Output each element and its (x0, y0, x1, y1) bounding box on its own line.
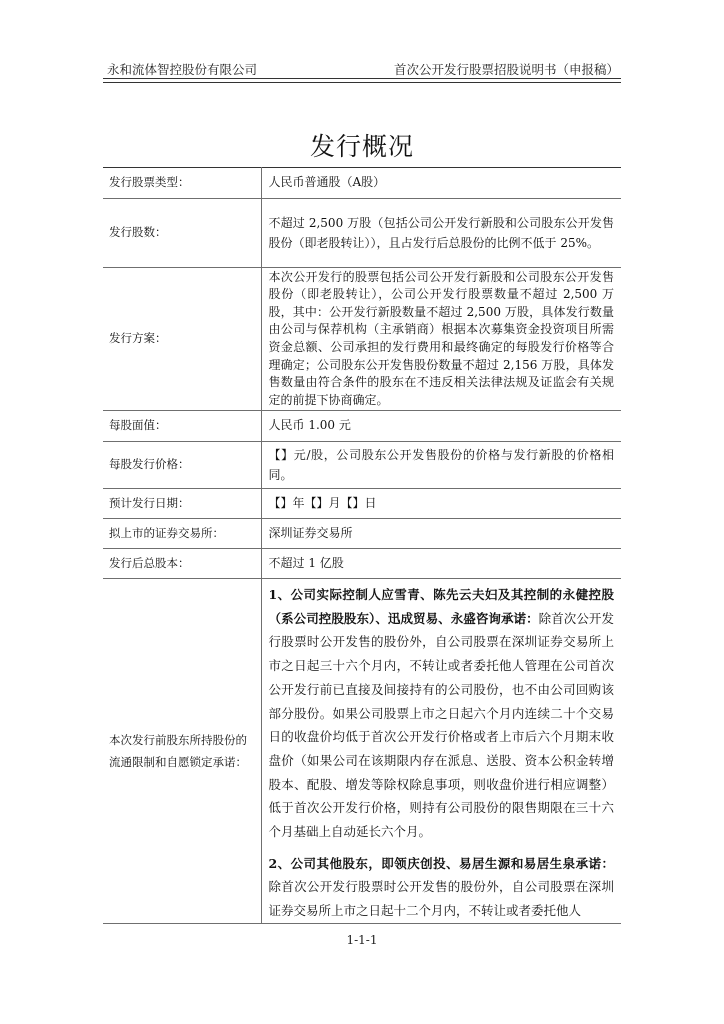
row-value: 人民币普通股（A股） (261, 168, 621, 199)
header-rule-thin (103, 82, 621, 83)
lockup-item-2-heading: 2、公司其他股东，即领庆创投、易居生源和易居生泉承诺： (268, 855, 614, 871)
row-value: 不超过 1 亿股 (261, 549, 621, 579)
lockup-item-1-heading: 1、公司实际控制人应雪青、陈先云夫妇及其控制的永健控股（系公司控股股东）、迅成贸易、永盛咨询承诺： (268, 587, 614, 626)
row-value: 【】元/股，公司股东公开发售股份的价格与发行新股的价格相同。 (261, 442, 621, 489)
table-row (103, 489, 621, 519)
table-row (103, 519, 621, 549)
table-row (103, 442, 621, 489)
row-value: 人民币 1.00 元 (261, 411, 621, 442)
page-title: 发行概况 (309, 132, 414, 161)
lockup-item-2-body: 除首次公开发行股票时公开发售的股份外，自公司股票在深圳证券交易所上市之日起十二个月内，不转让或者委托他人 (268, 879, 614, 919)
lockup-item-2 (269, 852, 615, 923)
row-label: 每股发行价格： (103, 442, 261, 489)
row-label: 发行方案： (103, 268, 261, 411)
header-document-title: 首次公开发行股票招股说明书（申报稿） (393, 62, 619, 77)
lockup-item-1-body: 除首次公开发行股票时公开发售的股份外，自公司股票在深圳证券交易所上市之日起三十六个月内，不转让或者委托他人管理在公司首次公开发行前已直接及间接持有的公司股份，也不由公司回购该部分股份。如果公司股票上市之日起六个月内连续二十个交易日的收盘价均低于首次公开发行价格或者上市后六个月期末收盘价（如果公司在该期限内存在派息、送股、资本公积金转增股本、配股、增发等除权除息事项，则收盘价进行相应调整）低于首次公开发行价格，则持有公司股份的限售期限在三十六个月基础上自动延长六个月。 (268, 610, 614, 840)
row-value: 【】年【】月【】日 (261, 489, 621, 519)
table-row-lockup (103, 579, 621, 924)
header-company: 永和流体智控股份有限公司 (107, 62, 258, 77)
page-number: 1-1-1 (346, 933, 378, 947)
page-header (107, 58, 619, 78)
lockup-item-1 (269, 583, 615, 844)
row-label: 发行股票类型： (103, 168, 261, 199)
row-label: 预计发行日期： (103, 489, 261, 519)
row-label: 拟上市的证券交易所： (103, 519, 261, 549)
row-label: 每股面值： (103, 411, 261, 442)
table-row (103, 168, 621, 199)
header-rule-thick (103, 78, 621, 79)
row-value: 不超过 2,500 万股（包括公司公开发行新股和公司股东公开发售股份（即老股转让）），且占发行后总股份的比例不低于 25%。 (261, 199, 621, 268)
lockup-label: 本次发行前股东所持股份的流通限制和自愿锁定承诺： (103, 579, 261, 924)
offering-overview-table (103, 167, 621, 924)
table-row (103, 549, 621, 579)
row-label: 发行后总股本： (103, 549, 261, 579)
row-value: 本次公开发行的股票包括公司公开发行新股和公司股东公开发售股份（即老股转让），公司公开发行股票数量不超过 2,500 万股，其中：公开发行新股数量不超过 2,500 万股，具体发行数量由公司与保荐机构（主承销商）根据本次募集资金投资项目所需资金总额、公司承担的发行费用和最终确定的每股发行价格等合理确定；公司股东公开发售股份数量不超过 2,156 万股，具体发售数量由符合条件的股东在不违反相关法律法规及证监会有关规定的前提下协商确定。 (261, 268, 621, 411)
row-value: 深圳证券交易所 (261, 519, 621, 549)
lockup-commitments (261, 579, 621, 924)
row-label: 发行股数： (103, 199, 261, 268)
table-row (103, 411, 621, 442)
table-row (103, 199, 621, 268)
table-row (103, 268, 621, 411)
